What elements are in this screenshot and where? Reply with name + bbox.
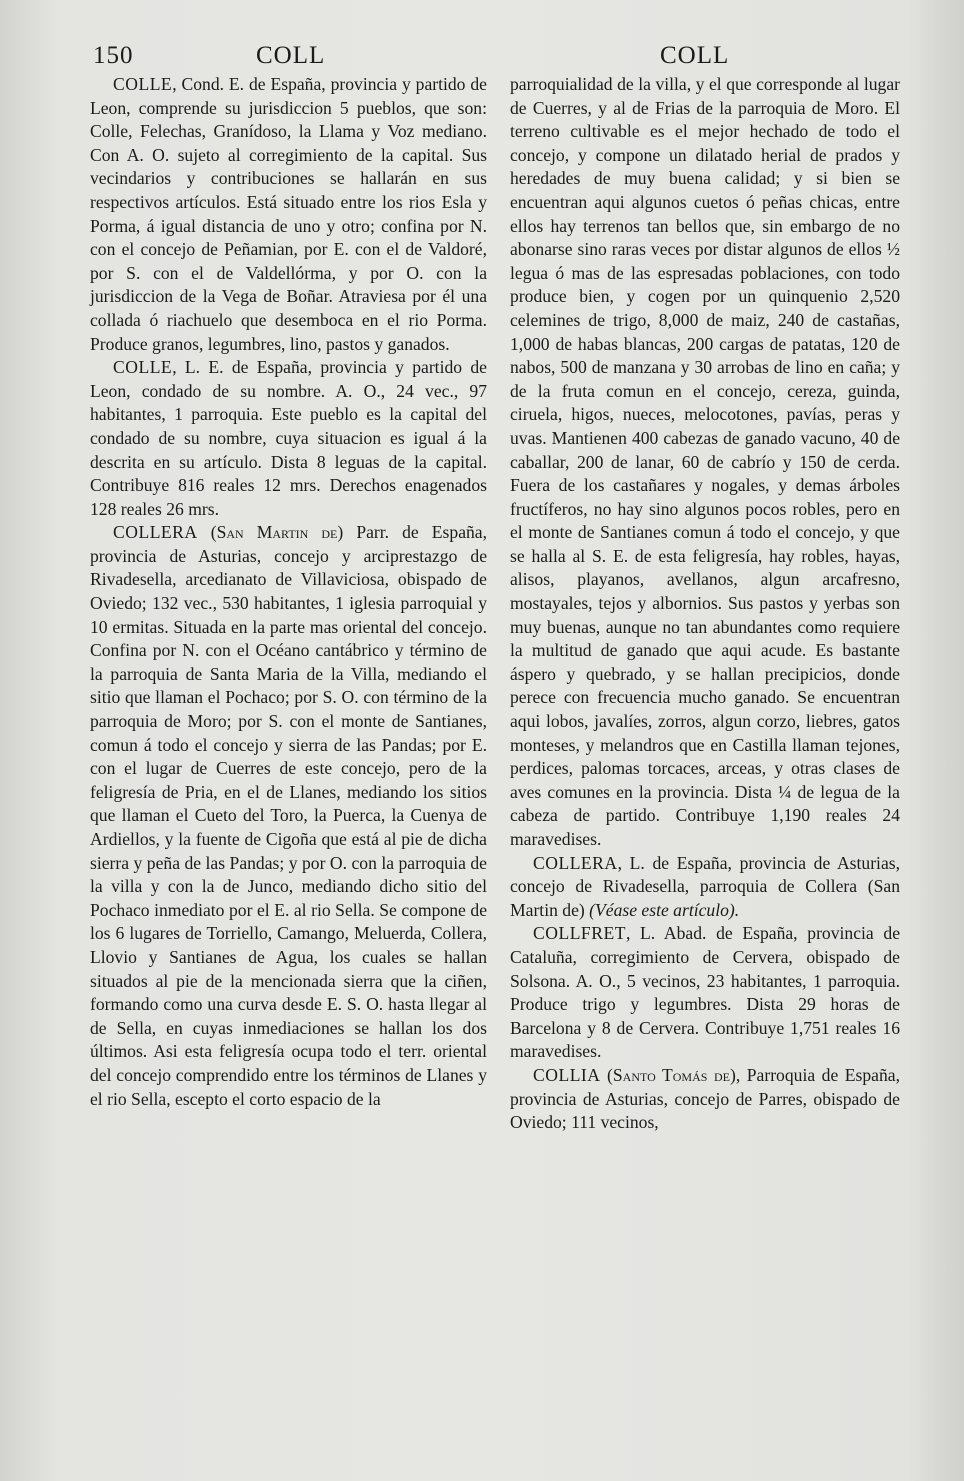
entry-collera-parroquia: COLLERA (San Martin de) Parr. de España, provincia de Asturias, concejo y arciprestazgo de Rivadesella, arcedianato de Villaviciosa, obispado de Oviedo; 132 vec., 530 habitantes, 1 iglesia parroquial y 10 ermitas. Situada en la parte mas oriental del concejo. Confina por N. con el Océano cantábrico y término de la parroquia de Santa Maria de la Villa, mediando el sitio que llaman el Pochaco; por S. O. con término de la parroquia de Moro; por S. con el monte de Santianes, comun á todo el concejo y sierra de las Pandas; por E. con el lugar de Cuerres de este concejo, pero de la feligresía de Pria, en el de Llanes, mediando los sitios que llaman el Cueto del Toro, la Puerca, la Cuenya de Ardiellos, y la fuente de Cigoña que está al pie de dicha sierra y peña de las Pandas; y por O. con la parroquia de la villa y con la de Junco, mediando dicho sitio del Pochaco inmediato por el E. al rio Sella. Se compone de los 6 lugares de Torriello, Camango, Meluerda, Collera, Llovio y Santianes de Agua, los cuales se hallan situados al pie de la mencionada sierra que la ciñen, formando como una curva desde E. S. O. hasta llegar al de Sella, en cuyas inmediaciones se hallan los dos últimos. Asi esta feligresía ocupa todo el terr. oriental del concejo comprendido entre los términos de Llanes y el rio Sella, escepto el corto espacio de la xyxy=(90,522,488,1109)
entry-text: , L. de España, provincia de Asturias, concejo de Rivadesella, parroquia de Collera (San Martin de) xyxy=(510,852,900,920)
entry-collfret xyxy=(510,922,900,1064)
headword-parenthetical: San Martin de xyxy=(216,522,338,543)
headword: COLLE xyxy=(113,357,173,378)
page-number: 150 xyxy=(93,42,134,69)
headword: COLLERA xyxy=(113,522,198,543)
headword: COLLIA xyxy=(533,1064,601,1085)
headword: COLLERA xyxy=(533,852,618,873)
entry-colle-condado xyxy=(90,73,487,356)
right-running-head: COLL xyxy=(660,42,730,69)
entry-continuation: parroquialidad de la villa, y el que corresponde al lugar de Cuerres, y al de Frias de la parroquia de Moro. El terreno cultivable es el mejor hechado de todo el concejo, y compone un dilatado herial de prados y heredades de muy buena calidad; y si bien se encuentran aqui algunos cuetos ó peñas chicas, entre ellos hay terrenos tan bellos que, sin embargo de no abonarse sino raras veces por distar algunos de ellos ½ legua ó mas de las espresadas poblaciones, con todo produce bien, y cogen por un quinquenio 2,520 celemines de trigo, 8,000 de maiz, 240 de castañas, 1,000 de habas blancas, 200 cargas de patatas, 120 de nabos, 500 de manzana y 30 arrobas de lino en caña; y de la fruta comun en el concejo, cereza, guinda, ciruela, higos, nueces, melocotones, pavías, peras y uvas. Mantienen 400 cabezas de ganado vacuno, 40 de caballar, 200 de lanar, 60 de cabrío y 150 de cerda. Fuera de los castañares y nogales, y demas árboles fructíferos, no hay sino algunos pocos robles, pero en el monte de Santianes comun á todo el concejo, y que se halla al S. E. de esta feligresía, hay robles, hayas, alisos, playanos, avellanos, algun arcafresno, mostayales, tejos y albornios. Sus pastos y yerbas son muy buenas, aunque no tan abundantes como requiere la multitud de ganado que aqui acude. Es bastante áspero y quebrado, y se hallan precipicios, donde perece con frecuencia mucho ganado. Se encuentran aqui lobos, javalíes, zorros, algun corzo, liebres, gatos monteses, y melandros que en Castilla llaman tejones, perdices, palomas torcaces, arceas, y otras clases de aves comunes en la provincia. Dista ¼ de legua de la cabeza de partido. Contribuye 1,190 reales 24 maravedises. xyxy=(510,74,900,849)
headword: COLLFRET xyxy=(533,923,626,944)
entry-collera-lugar xyxy=(510,852,900,923)
cross-reference: (Véase este artículo). xyxy=(589,899,740,920)
left-column xyxy=(90,73,487,1111)
headword-parenthetical: Santo Tomás de xyxy=(612,1064,730,1085)
entry-text: Parr. de España, provincia de Asturias, concejo y arciprestazgo de Rivadesella, arcedianato de Villaviciosa, obispado de Oviedo; 132 vec., 530 habitantes, 1 iglesia parroquial y 10 ermitas. Situada en la parte mas oriental del concejo. Confina por N. con el Océano cantábrico y término de la parroquia de Santa Maria de la Villa, mediando el sitio que llaman el Pochaco; por S. O. con término de la parroquia de Moro; por S. con el monte de Santianes, comun á todo el concejo y sierra de las Pandas; por E. con el lugar de Cuerres de este concejo, pero de la feligresía de Pria, en el de Llanes, mediando los sitios que llaman el Cueto del Toro, la Puerca, la Cuenya de Ardiellos, y la fuente de Cigoña que está al pie de dicha sierra y peña de las Pandas; y por O. con la parroquia de la villa y con la de Junco, mediando dicho sitio del Pochaco inmediato por el E. al rio Sella. Se compone de los 6 lugares de Torriello, Camango, Meluerda, Collera, Llovio y Santianes de Agua, los cuales se hallan situados al pie de la mencionada sierra que la ciñen, formando como una curva desde E. S. O. hasta llegar al de Sella, en cuyas inmediaciones se hallan los dos últimos. Asi esta feligresía ocupa todo el terr. oriental del concejo comprendido entre los términos de Llanes y el rio Sella, escepto el corto espacio de la xyxy=(90,522,488,1109)
entry-text: , Parroquia de España, provincia de Asturias, concejo de Parres, obispado de Oviedo; 111 vecinos, xyxy=(510,1064,900,1133)
running-header xyxy=(0,40,964,74)
entry-text: , L. E. de España, provincia y partido de Leon, condado de su nombre. A. O., 24 vec., 97 habitantes, 1 parroquia. Este pueblo es la capital del condado de su nombre, cuya situacion es igual á la descrita en su artículo. Dista 8 leguas de la capital. Contribuye 816 reales 12 mrs. Derechos enagenados 128 reales 26 mrs. xyxy=(90,357,487,519)
entry-colle-lugar xyxy=(90,356,487,521)
left-running-head: COLL xyxy=(256,42,326,69)
right-column xyxy=(510,73,900,1135)
entry-collia: COLLIA (Santo Tomás de), Parroquia de España, provincia de Asturias, concejo de Parres, obispado de Oviedo; 111 vecinos, xyxy=(510,1064,900,1133)
entry-text: , L. Abad. de España, provincia de Cataluña, corregimiento de Cervera, obispado de Solsona. A. O., 5 vecinos, 23 habitantes, 1 parroquia. Produce trigo y legumbres. Dista 29 horas de Barcelona y 8 de Cervera. Contribuye 1,751 reales 16 maravedises. xyxy=(510,923,900,1062)
headword: COLLE xyxy=(113,74,173,94)
entry-text: , Cond. E. de España, provincia y partido de Leon, comprende su jurisdiccion 5 pueblos, que son: Colle, Felechas, Granídoso, la Llama y Voz mediano. Con A. O. sujeto al corregimiento de la capital. Sus vecindarios y contribuciones se hallarán en sus respectivos artículos. Está situado entre los rios Esla y Porma, á igual distancia de uno y otro; confina por N. con el concejo de Peñamian, por E. con el de Valdoré, por S. con el de Valdellórma, y por O. con la jurisdiccion de la Vega de Boñar. Atraviesa por él una collada ó riachuelo que desemboca en el rio Porma. Produce granos, legumbres, lino, pastos y ganados. xyxy=(90,74,487,354)
